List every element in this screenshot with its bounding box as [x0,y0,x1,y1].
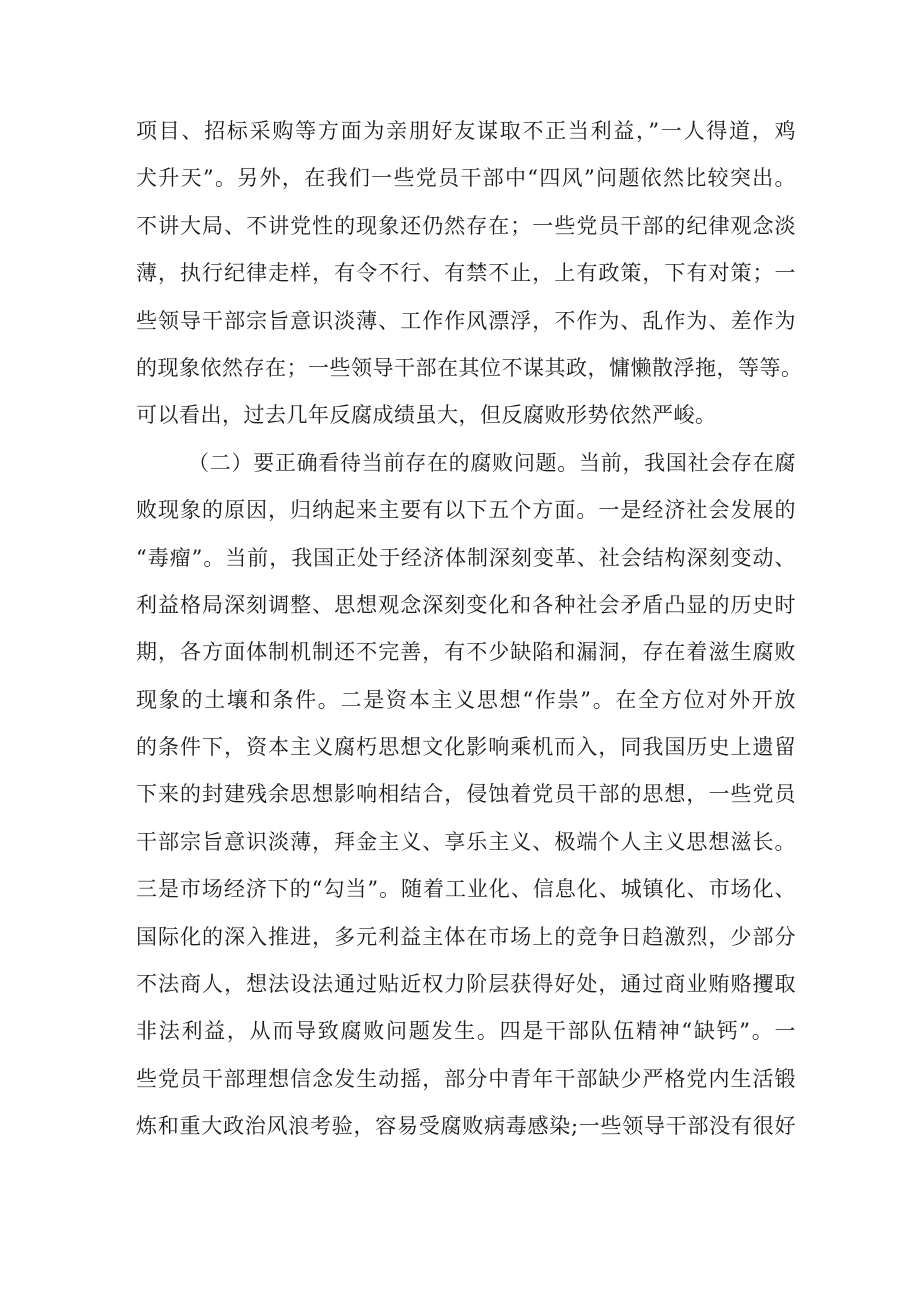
section-heading-line: （二）要正确看待当前存在的腐败问题。当前，我国社会存在腐 [188,450,796,475]
text-line: 些党员干部理想信念发生动摇，部分中青年干部缺少严格党内生活锻 [136,1066,796,1091]
text-line: “毒瘤”。当前，我国正处于经济体制深刻变革、社会结构深刻变动、 [136,545,796,570]
text-line: 干部宗旨意识淡薄，拜金主义、享乐主义、极端个人主义思想滋长。 [136,829,796,854]
text-line: 的条件下，资本主义腐朽思想文化影响乘机而入，同我国历史上遗留 [136,735,796,760]
text-line: 期，各方面体制机制还不完善，有不少缺陷和漏洞，存在着滋生腐败 [136,640,796,665]
text-line: 不法商人，想法设法通过贴近权力阶层获得好处，通过商业贿赂攫取 [136,972,796,997]
text-line: 利益格局深刻调整、思想观念深刻变化和各种社会矛盾凸显的历史时 [136,592,796,617]
body-text [136,108,803,1151]
text-line: 的现象依然存在；一些领导干部在其位不谋其政，慵懒散浮拖，等等。 [136,355,803,380]
text-line: 犬升天”。另外，在我们一些党员干部中“四风”问题依然比较突出。 [136,166,796,191]
text-line: 下来的封建残余思想影响相结合，侵蚀着党员干部的思想，一些党员 [136,782,796,807]
text-line: 三是市场经济下的“勾当”。随着工业化、信息化、城镇化、市场化、 [136,877,796,902]
text-line: 非法利益，从而导致腐败问题发生。四是干部队伍精神“缺钙”。一 [136,1019,796,1044]
text-line: 薄，执行纪律走样，有令不行、有禁不止，上有政策，下有对策；一 [136,261,796,286]
text-line: 现象的土壤和条件。二是资本主义思想“作祟”。在全方位对外开放 [136,687,796,712]
text-line: 项目、招标采购等方面为亲朋好友谋取不正当利益，”一人得道，鸡 [136,119,796,143]
text-line: 些领导干部宗旨意识淡薄、工作作风漂浮，不作为、乱作为、差作为 [136,308,796,333]
text-line: 国际化的深入推进，多元利益主体在市场上的竞争日趋激烈，少部分 [136,924,796,949]
text-line: 不讲大局、不讲党性的现象还仍然存在；一些党员干部的纪律观念淡 [136,213,796,238]
text-line: 炼和重大政治风浪考验，容易受腐败病毒感染;一些领导干部没有很好 [136,1114,796,1139]
text-line: 可以看出，过去几年反腐成绩虽大，但反腐败形势依然严峻。 [136,403,717,428]
text-line: 败现象的原因，归纳起来主要有以下五个方面。一是经济社会发展的 [136,498,796,523]
